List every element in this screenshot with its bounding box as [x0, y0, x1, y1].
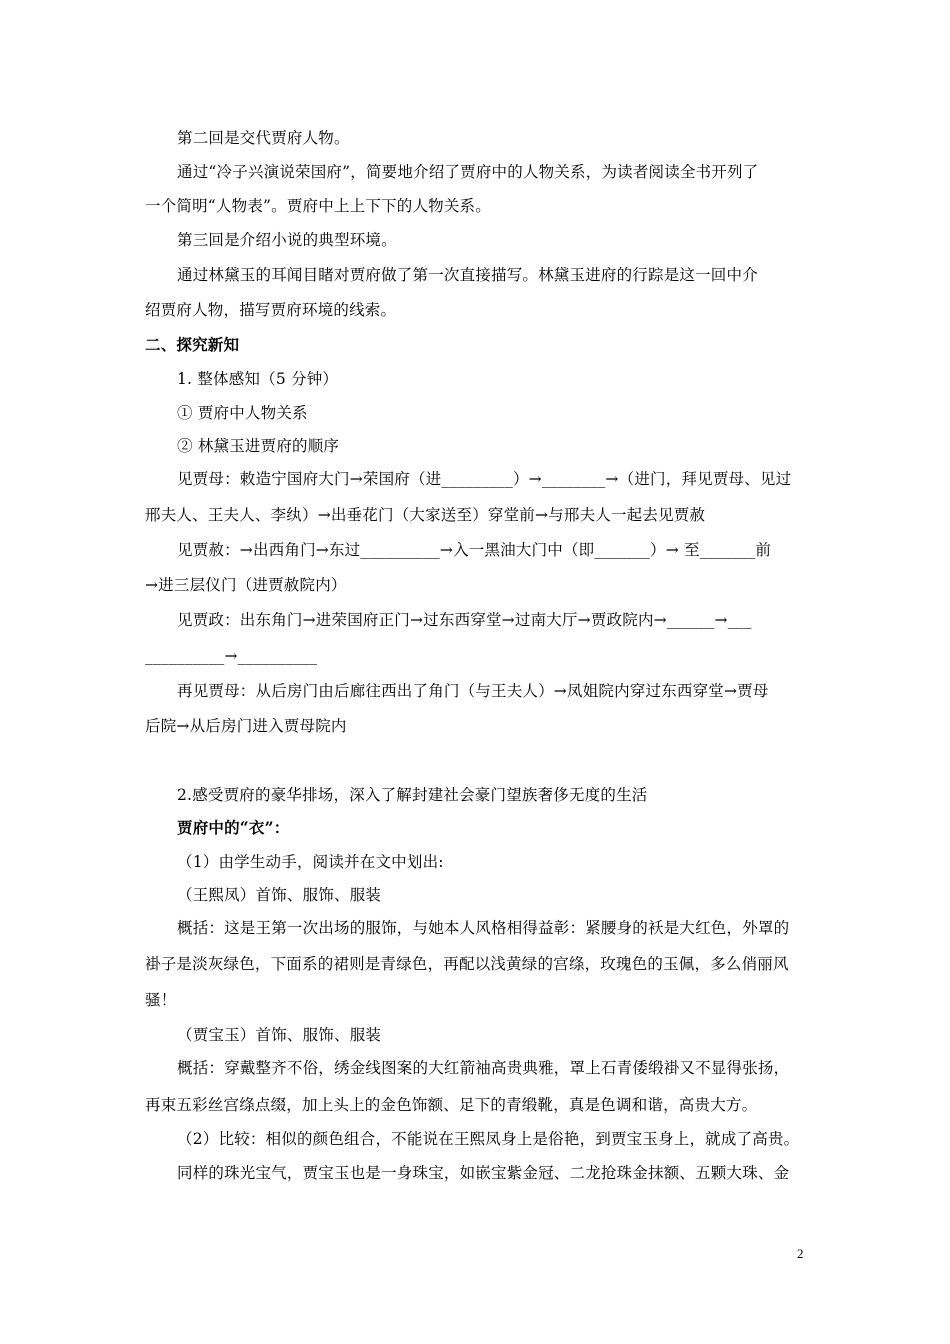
paragraph-line: ② 林黛玉进贾府的顺序	[177, 437, 340, 455]
paragraph-line: __________→__________	[145, 647, 318, 665]
paragraph-line: 再束五彩丝宫绦点缀，加上头上的金色饰额、足下的青缎靴，真是色调和谐，高贵大方。	[145, 1096, 758, 1114]
paragraph-line: 绍贾府人物，描写贾府环境的线索。	[145, 301, 397, 319]
paragraph-line: 通过“冷子兴演说荣国府”，简要地介绍了贾府中的人物关系，为读者阅读全书开列了	[177, 163, 759, 181]
paragraph-line: ① 贾府中人物关系	[177, 404, 308, 422]
paragraph-line: 第三回是介绍小说的典型环境。	[177, 231, 397, 249]
paragraph-line: 后院→从后房门进入贾母院内	[145, 717, 347, 735]
paragraph-line: 同样的珠光宝气，贾宝玉也是一身珠宝，如嵌宝紫金冠、二龙抢珠金抹额、五颗大珠、金	[177, 1164, 790, 1182]
paragraph-line: 概括：这是王第一次出场的服饰，与她本人风格相得益彰：紧腰身的袄是大红色，外罩的	[177, 919, 790, 937]
paragraph-line: 2.感受贾府的豪华排场，深入了解封建社会豪门望族奢侈无度的生活	[177, 786, 648, 804]
paragraph-line: 第二回是交代贾府人物。	[177, 129, 350, 147]
paragraph-line: （2）比较：相似的颜色组合，不能说在王熙凤身上是俗艳，到贾宝玉身上，就成了高贵。	[177, 1130, 800, 1148]
paragraph-line: 邢夫人、王夫人、李纨）→出垂花门（大家送至）穿堂前→与邢夫人一起去见贾赦	[145, 506, 706, 524]
page-number: 2	[797, 1246, 804, 1261]
paragraph-line: 褂子是淡灰绿色，下面系的裙则是青绿色，再配以浅黄绿的宫绦，玫瑰色的玉佩，多么俏丽风	[145, 955, 789, 973]
paragraph-line: 概括：穿戴整齐不俗，绣金线图案的大红箭袖高贵典雅，罩上石青倭缎褂又不显得张扬，	[177, 1059, 790, 1077]
paragraph-line: （1）由学生动手，阅读并在文中划出:	[177, 853, 444, 871]
paragraph-line: （贾宝玉）首饰、服饰、服装	[177, 1026, 382, 1044]
section-heading: 二、探究新知	[145, 335, 240, 354]
paragraph-line: 见贾政：出东角门→进荣国府正门→过东西穿堂→过南大厅→贾政院内→______→___	[177, 611, 752, 629]
paragraph-line: 一个简明“人物表”。贾府中上上下下的人物关系。	[145, 197, 491, 215]
paragraph-line: 通过林黛玉的耳闻目睹对贾府做了第一次直接描写。林黛玉进府的行踪是这一回中介	[177, 266, 758, 284]
paragraph-line: →进三层仪门（进贾赦院内）	[145, 576, 347, 594]
paragraph-line: 见贾赦：→出西角门→东过__________→入一黑油大门中（即_______）→ 至_______前	[177, 541, 772, 559]
paragraph-line: 见贾母：敕造宁国府大门→荣国府（进_________）→________→（进门，拜见贾母、见过	[177, 470, 792, 488]
paragraph-line: 1. 整体感知（5 分钟）	[177, 370, 339, 388]
paragraph-line: （王熙凤）首饰、服饰、服装	[177, 886, 382, 904]
subheading: 贾府中的“衣”：	[177, 818, 290, 837]
paragraph-line: 再见贾母：从后房门由后廊往西出了角门（与王夫人）→凤姐院内穿过东西穿堂→贾母	[177, 682, 769, 700]
paragraph-line: 骚！	[145, 991, 177, 1009]
